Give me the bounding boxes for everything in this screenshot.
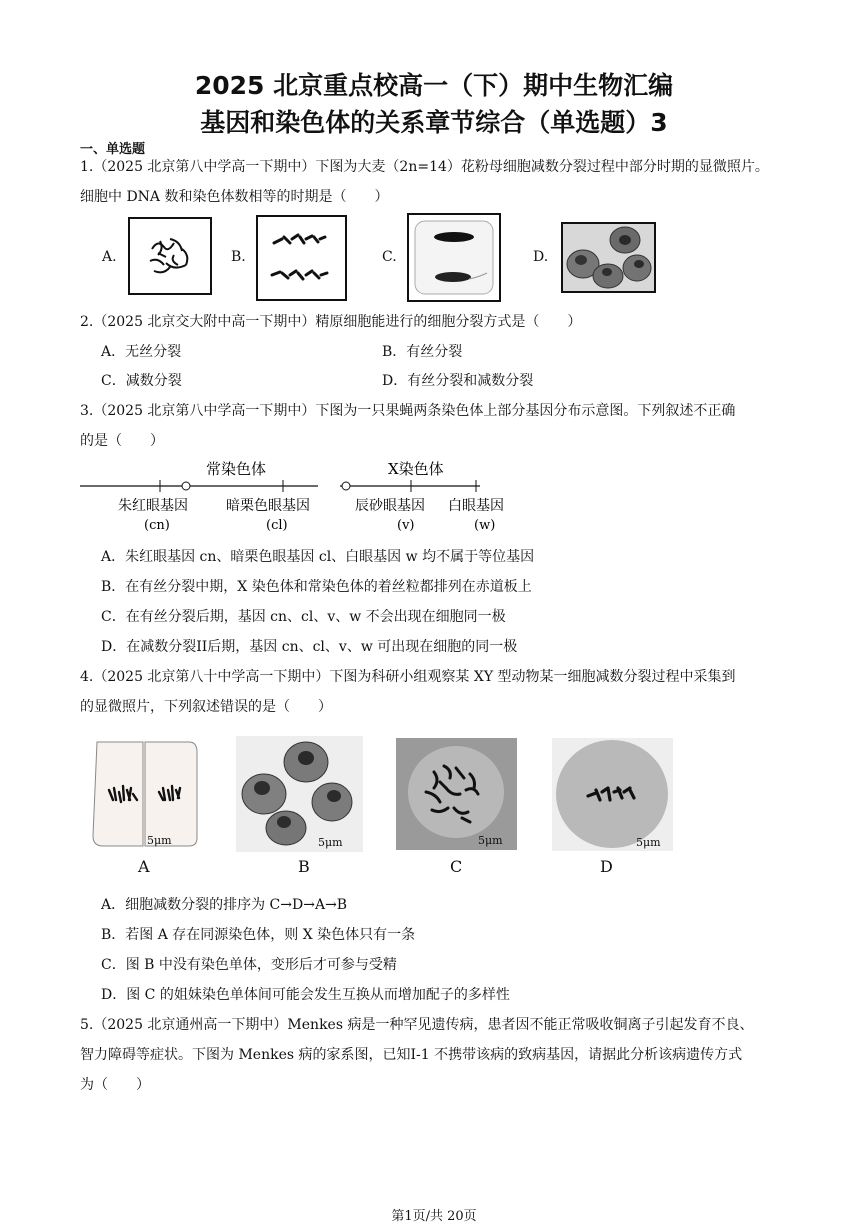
q4-label-d: D [600,857,613,876]
gene-cn-symbol: (cn) [144,518,170,533]
gene-w-symbol: (w) [474,518,496,533]
q4-stem-line1: 4.（2025 北京第八十中学高一下期中）下图为科研小组观察某 XY 型动物某一细胞减数分裂过程中采集到 [80,669,736,685]
q1-label-b: B. [231,249,246,265]
q1-image-d [561,222,656,293]
q1-stem-line1: 1.（2025 北京第八中学高一下期中）下图为大麦（2n=14）花粉母细胞减数分裂过程中部分时期的显微照片。 [80,159,769,175]
q4-image-b [236,736,363,852]
q4-scale-b: 5μm [318,836,343,849]
q1-label-a: A. [102,249,117,265]
gene-v-symbol: (v) [397,518,415,533]
q4-image-d [552,738,673,851]
gene-cn-name: 朱红眼基因 [118,498,188,514]
page-footer: 第1页/共 20页 [391,1209,477,1224]
gene-v-name: 辰砂眼基因 [355,498,425,514]
q2-option-d[interactable]: D．有丝分裂和减数分裂 [382,373,534,389]
document-title-line1: 2025 北京重点校高一（下）期中生物汇编 [194,71,674,100]
q2-option-c[interactable]: C．减数分裂 [101,373,182,389]
q4-scale-a: 5μm [147,834,172,847]
q1-label-d: D. [533,249,549,265]
q1-image-b [256,215,347,301]
q4-label-b: B [298,857,310,876]
q2-option-b[interactable]: B．有丝分裂 [382,344,463,360]
q4-label-a: A [138,857,150,876]
q4-scale-d: 5μm [636,836,661,849]
q3-stem-line2: 的是（ ） [80,433,164,449]
q5-stem-line2: 智力障碍等症状。下图为 Menkes 病的家系图，已知I-1 不携带该病的致病基因，请据此分析该病遗传方式 [80,1047,743,1063]
q3-gene-diagram [78,455,528,537]
q4-option-c[interactable]: C．图 B 中没有染色单体，变形后才可参与受精 [101,957,397,973]
q1-label-c: C. [382,249,397,265]
q5-stem-line1: 5.（2025 北京通州高一下期中）Menkes 病是一种罕见遗传病，患者因不能正常吸收铜离子引起发育不良、 [80,1017,754,1033]
q4-option-a[interactable]: A．细胞减数分裂的排序为 C→D→A→B [101,897,348,913]
section-heading: 一、单选题 [80,142,146,157]
q4-option-d[interactable]: D．图 C 的姐妹染色单体间可能会发生互换从而增加配子的多样性 [101,987,510,1003]
q1-image-a [128,217,212,295]
q4-label-c: C [450,857,463,876]
gene-cl-name: 暗栗色眼基因 [226,498,310,514]
gene-w-name: 白眼基因 [448,498,504,514]
q1-image-c [407,213,501,302]
q4-stem-line2: 的显微照片，下列叙述错误的是（ ） [80,699,332,715]
q2-stem: 2.（2025 北京交大附中高一下期中）精原细胞能进行的细胞分裂方式是（ ） [80,314,582,330]
gene-cl-symbol: (cl) [266,518,288,533]
q3-option-b[interactable]: B．在有丝分裂中期，X 染色体和常染色体的着丝粒都排列在赤道板上 [101,579,532,595]
q4-option-b[interactable]: B．若图 A 存在同源染色体，则 X 染色体只有一条 [101,927,416,943]
autosome-label: 常染色体 [206,460,267,478]
q5-stem-line3: 为（ ） [80,1077,150,1093]
autosome-centromere [182,482,190,490]
q1-stem-line2: 细胞中 DNA 数和染色体数相等的时期是（ ） [80,189,389,205]
q4-image-c [396,738,517,850]
x-centromere [342,482,350,490]
q3-option-d[interactable]: D．在减数分裂II后期，基因 cn、cl、v、w 可出现在细胞的同一极 [101,639,518,655]
q4-image-a [89,738,199,851]
q4-scale-c: 5μm [478,834,503,847]
x-chromosome-label: X染色体 [388,460,444,478]
q3-option-c[interactable]: C．在有丝分裂后期，基因 cn、cl、v、w 不会出现在细胞同一极 [101,609,506,625]
document-title-line2: 基因和染色体的关系章节综合（单选题）3 [200,108,668,137]
q2-option-a[interactable]: A．无丝分裂 [101,344,182,360]
q3-stem-line1: 3.（2025 北京第八中学高一下期中）下图为一只果蝇两条染色体上部分基因分布示意图。下列叙述不正确 [80,403,736,419]
q3-option-a[interactable]: A．朱红眼基因 cn、暗栗色眼基因 cl、白眼基因 w 均不属于等位基因 [101,549,535,565]
